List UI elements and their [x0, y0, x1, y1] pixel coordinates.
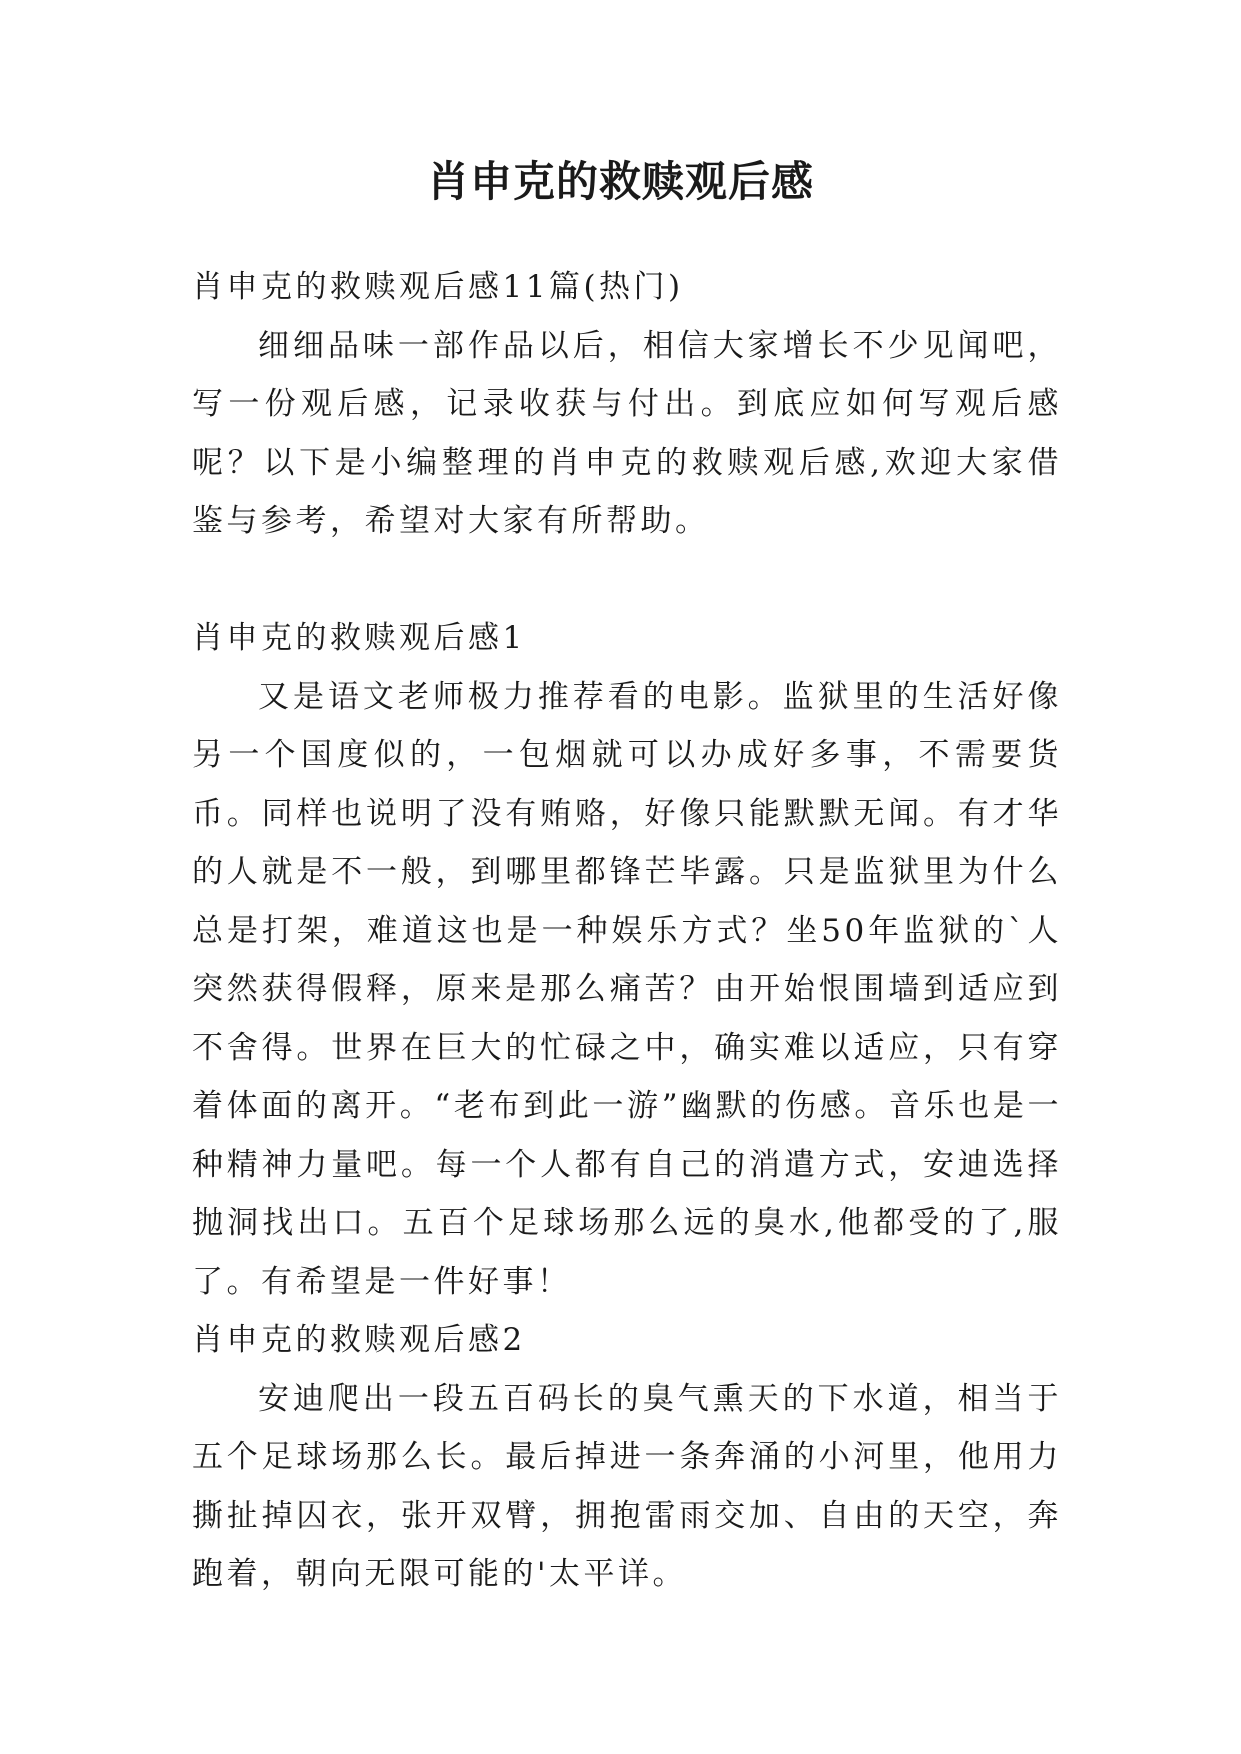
section-1-paragraph: 又是语文老师极力推荐看的电影。监狱里的生活好像另一个国度似的，一包烟就可以办成好多事，不需要货币。同样也说明了没有贿赂，好像只能默默无闻。有才华的人就是不一般，到哪里都锋芒毕露。只是监狱里为什么总是打架，难道这也是一种娱乐方式？坐50年监狱的`人突然获得假释，原来是那么痛苦？由开始恨围墙到适应到不舍得。世界在巨大的忙碌之中，确实难以适应，只有穿着体面的离开。“老布到此一游”幽默的伤感。音乐也是一种精神力量吧。每一个人都有自己的消遣方式，安迪选择抛洞找出口。五百个足球场那么远的臭水,他都受的了,服了。有希望是一件好事！ — [192, 678, 1062, 1300]
document-title: 肖申克的救赎观后感 — [426, 157, 814, 206]
intro-heading: 肖申克的救赎观后感11篇(热门) — [192, 269, 684, 305]
intro-paragraph: 细细品味一部作品以后，相信大家增长不少见闻吧，写一份观后感，记录收获与付出。到底应如何写观后感呢？以下是小编整理的肖申克的救赎观后感,欢迎大家借鉴与参考，希望对大家有所帮助。 — [192, 327, 1062, 539]
section-spacer — [192, 551, 1062, 610]
section-1-heading: 肖申克的救赎观后感1 — [192, 620, 526, 656]
document-body — [192, 258, 1062, 1604]
section-2-heading: 肖申克的救赎观后感2 — [192, 1322, 526, 1358]
section-2-paragraph: 安迪爬出一段五百码长的臭气熏天的下水道，相当于五个足球场那么长。最后掉进一条奔涌的小河里，他用力撕扯掉囚衣，张开双臂，拥抱雷雨交加、自由的天空，奔跑着，朝向无限可能的'太平详。 — [192, 1380, 1062, 1592]
